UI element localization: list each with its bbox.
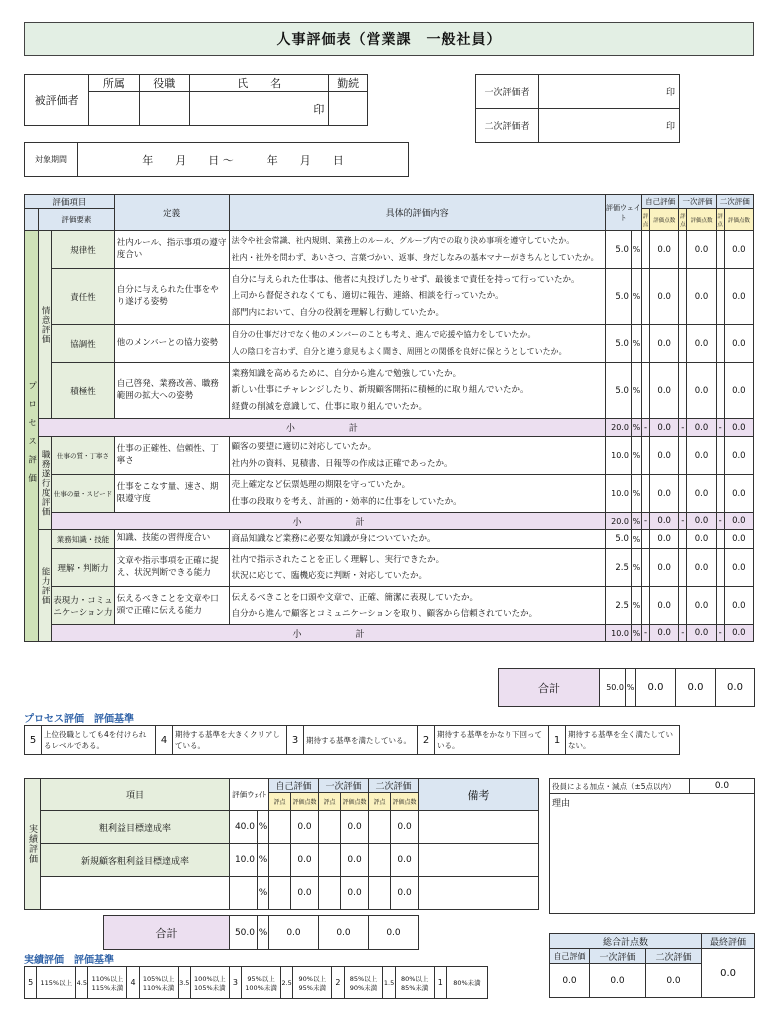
pct: %	[626, 669, 636, 707]
criteria-score: 4	[127, 967, 139, 999]
name-header: 氏 名	[190, 75, 329, 92]
results-total-second: 0.0	[369, 916, 419, 950]
dash: -	[642, 625, 650, 642]
pct: %	[258, 811, 269, 844]
score-input[interactable]	[716, 587, 724, 625]
self-points: 0.0	[291, 811, 319, 844]
total-score-header: 総合計点数	[550, 934, 702, 949]
notes-field[interactable]	[419, 877, 539, 910]
process-total-table	[498, 668, 755, 707]
content-header: 具体的評価内容	[229, 195, 605, 231]
process-eval-label: プロセス評価	[25, 231, 39, 642]
score-input[interactable]	[369, 877, 391, 910]
content-line: 部門内において、自分の役割を理解し行動していたか。	[231, 307, 444, 318]
process-total-second: 0.0	[716, 669, 755, 707]
pct: %	[631, 513, 641, 530]
criteria-score: 2	[418, 726, 435, 755]
subtotal-weight: 10.0	[605, 625, 631, 642]
element-cell: 責任性	[52, 269, 115, 325]
adjustment-table	[549, 778, 755, 914]
process-criteria-title: プロセス評価 評価基準	[24, 714, 134, 725]
points-header: 評価点数	[341, 793, 369, 811]
process-criteria-table	[24, 725, 680, 755]
score-header: 評点	[319, 793, 341, 811]
summary-table	[549, 933, 755, 998]
content-line: 商品知識など業務に必要な知識が身についていたか。	[231, 534, 436, 544]
self-points: 0.0	[650, 363, 679, 419]
score-input[interactable]	[679, 475, 687, 513]
results-item: 粗利益目標達成率	[41, 811, 230, 844]
element-cell: 規律性	[52, 231, 115, 269]
content-line: 仕事の段取りを考え、計画的・効率的に仕事をしていたか。	[231, 496, 462, 507]
first-points: 0.0	[687, 530, 716, 549]
reason-field[interactable]	[550, 794, 755, 914]
element-cell: 表現力・コミュニケーション力	[52, 587, 115, 625]
process-total-first: 0.0	[676, 669, 716, 707]
content-line: 社内外の資料、見積書、日報等の作成は正確であったか。	[231, 458, 453, 469]
weight-value: 10.0	[605, 475, 631, 513]
self-points: 0.0	[650, 269, 679, 325]
second-evaluator-label: 二次評価者	[476, 109, 539, 143]
score-input[interactable]	[716, 325, 724, 363]
criteria-text: 85%以上90%未満	[344, 967, 383, 999]
element-cell: 理解・判断力	[52, 549, 115, 587]
pct: %	[631, 269, 641, 325]
criteria-text: 90%以上95%未満	[293, 967, 332, 999]
score-input[interactable]	[369, 811, 391, 844]
years-header: 勤続	[329, 75, 368, 92]
pct: %	[631, 231, 641, 269]
position-header: 役職	[139, 75, 189, 92]
notes-header: 備考	[419, 779, 539, 811]
content-line: 社内・社外を問わず、あいさつ、言葉づかい、返事、身だしなみの基本マナーがきちんとしていたか。	[231, 252, 599, 262]
results-weight: 40.0	[230, 811, 258, 844]
results-evaluation-table	[24, 778, 539, 910]
self-points: 0.0	[291, 844, 319, 877]
score-input[interactable]	[642, 437, 650, 475]
process-total-self: 0.0	[636, 669, 676, 707]
pct: %	[631, 530, 641, 549]
element-cell: 積極性	[52, 363, 115, 419]
score-input[interactable]	[642, 587, 650, 625]
subtotal-label: 小 計	[39, 419, 606, 437]
summary-second: 0.0	[646, 964, 702, 998]
content-line: 顧客の要望に適切に対応していたか。	[231, 442, 377, 453]
criteria-text: 期待する基準を全く満たしていない。	[566, 726, 680, 755]
score-input[interactable]	[319, 844, 341, 877]
score-input[interactable]	[642, 363, 650, 419]
second-points: 0.0	[724, 530, 753, 549]
element-header: 評価要素	[39, 209, 115, 231]
pct: %	[631, 325, 641, 363]
criteria-text: 期待する基準を大きくクリアしている。	[173, 726, 287, 755]
content-line: 自分の仕事だけでなく他のメンバーのことも考え、進んで応援や協力をしていたか。	[231, 329, 536, 339]
pct: %	[631, 549, 641, 587]
subtotal-label: 小 計	[52, 625, 606, 642]
second-points: 0.0	[724, 325, 753, 363]
process-total-weight: 50.0	[600, 669, 626, 707]
second-points: 0.0	[391, 844, 419, 877]
self-points: 0.0	[650, 475, 679, 513]
content-line: 経費の削減を意識して、仕事に取り組んでいたか。	[231, 401, 427, 412]
content-cell	[229, 475, 605, 513]
content-cell	[229, 530, 605, 549]
element-cell: 協調性	[52, 325, 115, 363]
first-points: 0.0	[687, 363, 716, 419]
definition-cell: 仕事の正確性、信頼性、丁寧さ	[114, 437, 229, 475]
criteria-score: 3.5	[178, 967, 190, 999]
self-points: 0.0	[650, 549, 679, 587]
self-points: 0.0	[291, 877, 319, 910]
criteria-text: 期待する基準をかなり下回っている。	[435, 726, 549, 755]
criteria-score: 1	[549, 726, 566, 755]
criteria-score: 2	[332, 967, 344, 999]
subtotal-first: 0.0	[687, 419, 716, 437]
results-total-label: 合計	[104, 916, 230, 950]
second-points: 0.0	[391, 811, 419, 844]
dash: -	[716, 419, 724, 437]
subtotal-self: 0.0	[650, 513, 679, 530]
results-weight[interactable]	[230, 877, 258, 910]
dash: -	[642, 513, 650, 530]
score-header: 評点	[369, 793, 391, 811]
content-line: 自分に与えられた仕事は、他者に丸投げしたりせず、最後まで責任を持って行っていたか。	[231, 275, 580, 286]
first-points: 0.0	[341, 811, 369, 844]
criteria-text: 115%以上	[37, 967, 76, 999]
element-cell: 仕事の量・スピード	[52, 475, 115, 513]
second-points: 0.0	[391, 877, 419, 910]
score-input[interactable]	[319, 811, 341, 844]
score-input[interactable]	[269, 844, 291, 877]
results-eval-label: 実績評価	[25, 779, 41, 910]
summary-self: 0.0	[550, 964, 590, 998]
first-points: 0.0	[687, 325, 716, 363]
score-input[interactable]	[679, 587, 687, 625]
content-cell	[229, 587, 605, 625]
second-eval-header: 二次評価	[369, 779, 419, 793]
dash: -	[679, 419, 687, 437]
definition-cell: 自己啓発、業務改善、職務範囲の拡大への姿勢	[114, 363, 229, 419]
criteria-text: 期待する基準を満たしている。	[304, 726, 418, 755]
pct: %	[631, 475, 641, 513]
score-input[interactable]	[369, 844, 391, 877]
score-header: 評点	[716, 209, 724, 231]
criteria-score: 2.5	[281, 967, 293, 999]
second-points: 0.0	[724, 437, 753, 475]
criteria-score: 5	[25, 726, 42, 755]
first-eval-header: 一次評価	[319, 779, 369, 793]
criteria-text: 100%以上105%未満	[190, 967, 229, 999]
second-points: 0.0	[724, 587, 753, 625]
evaluatee-table	[24, 74, 368, 126]
first-points: 0.0	[341, 877, 369, 910]
subtotal-self: 0.0	[650, 419, 679, 437]
content-cell	[229, 269, 605, 325]
score-input[interactable]	[679, 530, 687, 549]
weight-value: 10.0	[605, 437, 631, 475]
second-eval-header: 二次評価	[646, 949, 702, 964]
seal-mark: 印	[313, 102, 325, 116]
second-points: 0.0	[724, 231, 753, 269]
pct: %	[631, 437, 641, 475]
first-points: 0.0	[687, 231, 716, 269]
item-header: 評価項目	[25, 195, 115, 209]
second-points: 0.0	[724, 269, 753, 325]
content-line: 伝えるべきことを口頭や文章で、正確、簡潔に表現していたか。	[231, 592, 478, 603]
results-total-first: 0.0	[319, 916, 369, 950]
dash: -	[716, 513, 724, 530]
criteria-score: 1	[434, 967, 446, 999]
content-line: 新しい仕事にチャレンジしたり、新規顧客開拓に積極的に取り組んでいたか。	[231, 385, 529, 396]
results-item[interactable]	[41, 877, 230, 910]
definition-cell: 知識、技能の習得度合い	[114, 530, 229, 549]
score-input[interactable]	[716, 475, 724, 513]
weight-header: 評価ウェイト	[605, 195, 641, 231]
score-header: 評点	[269, 793, 291, 811]
summary-first: 0.0	[590, 964, 646, 998]
content-line: 法令や社会常識、社内規則、業務上のルール、グループ内での取り決め事項を遵守していたか。	[231, 235, 575, 245]
criteria-score: 3	[287, 726, 304, 755]
results-total-table	[103, 915, 419, 950]
criteria-text: 95%以上100%未満	[242, 967, 281, 999]
name-field[interactable]	[190, 92, 329, 126]
subtotal-first: 0.0	[687, 513, 716, 530]
subtotal-weight: 20.0	[605, 419, 631, 437]
definition-header: 定義	[114, 195, 229, 231]
weight-value: 5.0	[605, 363, 631, 419]
score-input[interactable]	[642, 475, 650, 513]
period-table	[24, 142, 409, 177]
content-cell	[229, 549, 605, 587]
seal-mark: 印	[665, 88, 675, 98]
second-eval-header: 二次評価	[716, 195, 753, 209]
second-points: 0.0	[724, 363, 753, 419]
pct: %	[258, 877, 269, 910]
adjustment-value[interactable]: 0.0	[690, 779, 755, 794]
criteria-text: 80%未満	[446, 967, 487, 999]
subtotal-label: 小 計	[52, 513, 606, 530]
years-field[interactable]	[329, 92, 368, 126]
criteria-score: 3	[229, 967, 241, 999]
position-field[interactable]	[139, 92, 189, 126]
score-input[interactable]	[642, 231, 650, 269]
pct: %	[631, 625, 641, 642]
pct: %	[258, 916, 269, 950]
weight-value: 5.0	[605, 530, 631, 549]
content-cell	[229, 231, 605, 269]
period-field[interactable]: 年 月 日 ～ 年 月 日	[78, 143, 409, 177]
first-evaluator-label: 一次評価者	[476, 75, 539, 109]
pct: %	[258, 844, 269, 877]
dept-header: 所属	[89, 75, 139, 92]
self-points: 0.0	[650, 530, 679, 549]
process-evaluation-table	[24, 194, 754, 642]
self-eval-header: 自己評価	[550, 949, 590, 964]
criteria-score: 5	[25, 967, 37, 999]
score-input[interactable]	[319, 877, 341, 910]
seal-mark: 印	[665, 122, 675, 132]
points-header: 評価点数	[391, 793, 419, 811]
points-header: 評価点数	[724, 209, 753, 231]
content-line: 売上確定など伝票処理の期限を守っていたか。	[231, 480, 411, 491]
first-points: 0.0	[687, 437, 716, 475]
score-header: 評点	[679, 209, 687, 231]
points-header: 評価点数	[291, 793, 319, 811]
content-cell	[229, 437, 605, 475]
content-line: 状況に応じて、臨機応変に判断・対応していたか。	[231, 570, 427, 581]
criteria-score: 4	[156, 726, 173, 755]
score-header: 評点	[642, 209, 650, 231]
content-line: 人の陰口を言わず、自分と違う意見もよく聞き、周囲との関係を良好に保とうとしていたか。	[231, 346, 567, 356]
subtotal-self: 0.0	[650, 625, 679, 642]
criteria-text: 105%以上110%未満	[139, 967, 178, 999]
score-input[interactable]	[716, 231, 724, 269]
group-label: 職務遂行度評価	[39, 437, 52, 530]
second-points: 0.0	[724, 549, 753, 587]
process-total-label: 合計	[499, 669, 600, 707]
score-input[interactable]	[642, 530, 650, 549]
score-input[interactable]	[716, 530, 724, 549]
score-input[interactable]	[642, 549, 650, 587]
criteria-score: 4.5	[76, 967, 88, 999]
results-total-self: 0.0	[269, 916, 319, 950]
first-points: 0.0	[341, 844, 369, 877]
score-input[interactable]	[716, 363, 724, 419]
self-points: 0.0	[650, 231, 679, 269]
notes-field[interactable]	[419, 811, 539, 844]
group-label: 能力評価	[39, 530, 52, 642]
dept-field[interactable]	[89, 92, 139, 126]
definition-cell: 自分に与えられた仕事をやり遂げる姿勢	[114, 269, 229, 325]
content-line: 自分から進んで顧客とコミュニケーションを取り、顧客から信頼されていたか。	[231, 608, 538, 619]
results-weight: 10.0	[230, 844, 258, 877]
score-input[interactable]	[679, 269, 687, 325]
content-line: 社内で指示されたことを正しく理解し、実行できたか。	[231, 554, 445, 565]
results-criteria-title: 実績評価 評価基準	[24, 955, 114, 966]
weight-value: 5.0	[605, 269, 631, 325]
score-input[interactable]	[716, 549, 724, 587]
self-points: 0.0	[650, 325, 679, 363]
score-input[interactable]	[679, 325, 687, 363]
score-input[interactable]	[642, 269, 650, 325]
first-eval-header: 一次評価	[590, 949, 646, 964]
content-line: 業務知識を高めるために、自分から進んで勉強していたか。	[231, 369, 462, 380]
notes-field[interactable]	[419, 844, 539, 877]
final-eval-value[interactable]: 0.0	[702, 949, 755, 998]
weight-value: 2.5	[605, 587, 631, 625]
dash: -	[716, 625, 724, 642]
subtotal-weight: 20.0	[605, 513, 631, 530]
self-points: 0.0	[650, 437, 679, 475]
pct: %	[631, 363, 641, 419]
criteria-text: 80%以上85%未満	[395, 967, 434, 999]
second-points: 0.0	[724, 475, 753, 513]
score-input[interactable]	[269, 811, 291, 844]
first-points: 0.0	[687, 549, 716, 587]
element-cell: 業務知識・技能	[52, 530, 115, 549]
score-input[interactable]	[679, 363, 687, 419]
definition-cell: 仕事をこなす量、速さ、期限遵守度	[114, 475, 229, 513]
first-points: 0.0	[687, 475, 716, 513]
definition-cell: 伝えるべきことを文章や口頭で正確に伝える能力	[114, 587, 229, 625]
first-evaluator-field[interactable]	[539, 75, 680, 109]
group-label: 情意評価	[39, 231, 52, 419]
dash: -	[679, 625, 687, 642]
criteria-text: 上位役職としても4を付けられるレベルである。	[42, 726, 156, 755]
first-eval-header: 一次評価	[679, 195, 716, 209]
reason-label: 理由	[552, 799, 571, 809]
pct: %	[631, 587, 641, 625]
score-input[interactable]	[679, 231, 687, 269]
evaluatee-label: 被評価者	[25, 75, 89, 126]
subtotal-first: 0.0	[687, 625, 716, 642]
results-weight-header: 評価ウｪｲﾄ	[230, 779, 269, 811]
adjustment-label: 役員による加点・減点（±5点以内）	[550, 779, 690, 794]
score-input[interactable]	[716, 269, 724, 325]
results-item: 新規顧客粗利益目標達成率	[41, 844, 230, 877]
self-points: 0.0	[650, 587, 679, 625]
weight-value: 5.0	[605, 325, 631, 363]
dash: -	[642, 419, 650, 437]
definition-cell: 文章や指示事項を正確に捉え、状況判断できる能力	[114, 549, 229, 587]
score-input[interactable]	[679, 549, 687, 587]
page-title: 人事評価表（営業課 一般社員）	[24, 22, 754, 56]
results-total-weight: 50.0	[230, 916, 258, 950]
self-eval-header: 自己評価	[269, 779, 319, 793]
score-input[interactable]	[679, 437, 687, 475]
criteria-score: 1.5	[383, 967, 395, 999]
content-cell	[229, 363, 605, 419]
element-cell: 仕事の質・丁寧さ	[52, 437, 115, 475]
weight-value: 5.0	[605, 231, 631, 269]
points-header: 評価点数	[650, 209, 679, 231]
definition-cell: 社内ルール、指示事項の遵守度合い	[114, 231, 229, 269]
criteria-text: 110%以上115%未満	[88, 967, 127, 999]
dash: -	[679, 513, 687, 530]
content-line: 上司から督促されなくても、適切に報告、連絡、相談を行っていたか。	[231, 291, 504, 302]
score-input[interactable]	[716, 437, 724, 475]
score-input[interactable]	[269, 877, 291, 910]
results-item-header: 項目	[41, 779, 230, 811]
subtotal-second: 0.0	[724, 513, 753, 530]
weight-value: 2.5	[605, 549, 631, 587]
results-criteria-table	[24, 966, 488, 999]
first-points: 0.0	[687, 269, 716, 325]
points-header: 評価点数	[687, 209, 716, 231]
second-evaluator-field[interactable]	[539, 109, 680, 143]
final-eval-header: 最終評価	[702, 934, 755, 949]
self-eval-header: 自己評価	[642, 195, 679, 209]
evaluators-table	[475, 74, 680, 143]
first-points: 0.0	[687, 587, 716, 625]
period-label: 対象期間	[25, 143, 78, 177]
content-cell	[229, 325, 605, 363]
subtotal-second: 0.0	[724, 419, 753, 437]
score-input[interactable]	[642, 325, 650, 363]
pct: %	[631, 419, 641, 437]
definition-cell: 他のメンバーとの協力姿勢	[114, 325, 229, 363]
subtotal-second: 0.0	[724, 625, 753, 642]
